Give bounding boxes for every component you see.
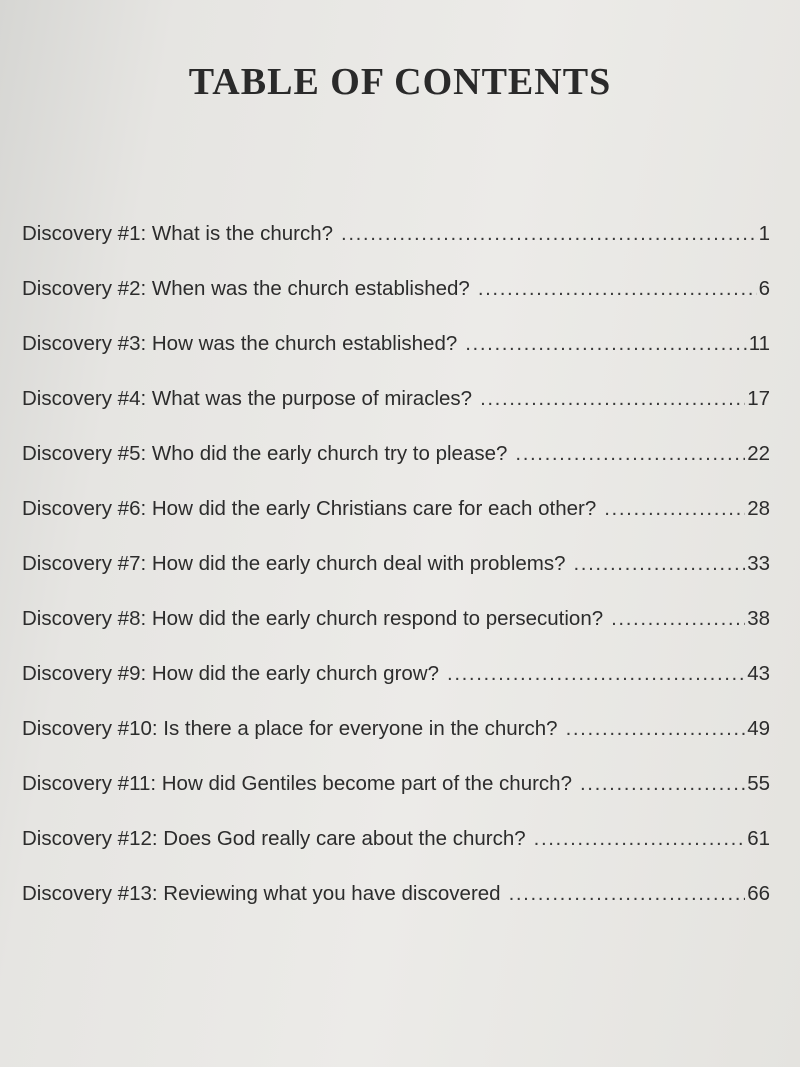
dot-leader — [341, 222, 757, 246]
dot-leader — [566, 717, 746, 741]
toc-entry-page: 17 — [747, 387, 770, 410]
toc-entry-13 — [22, 882, 770, 937]
toc-entry-label: Discovery #6: How did the early Christians care for each other? — [22, 497, 597, 520]
toc-entry-8 — [22, 607, 770, 662]
toc-entry-label: Discovery #1: What is the church? — [22, 222, 334, 245]
dot-leader — [534, 827, 746, 851]
toc-entry-label: Discovery #13: Reviewing what you have discovered — [22, 882, 501, 905]
toc-entry-page: 28 — [747, 497, 770, 520]
dot-leader — [509, 882, 746, 906]
dot-leader — [447, 662, 745, 686]
dot-leader — [580, 772, 745, 796]
toc-entry-label: Discovery #9: How did the early church grow? — [22, 662, 440, 685]
toc-entry-9 — [22, 662, 770, 717]
dot-leader — [574, 552, 746, 576]
table-of-contents — [22, 222, 770, 937]
toc-entry-page: 11 — [748, 332, 770, 355]
dot-leader — [611, 607, 745, 631]
toc-entry-label: Discovery #5: Who did the early church try to please? — [22, 442, 508, 465]
dot-leader — [480, 387, 745, 411]
toc-entry-11 — [22, 772, 770, 827]
toc-entry-label: Discovery #2: When was the church established? — [22, 277, 470, 300]
toc-entry-page: 55 — [747, 772, 770, 795]
dot-leader — [515, 442, 745, 466]
toc-entry-label: Discovery #8: How did the early church respond to persecution? — [22, 607, 604, 630]
dot-leader — [478, 277, 757, 301]
toc-entry-page: 61 — [747, 827, 770, 850]
page-title: TABLE OF CONTENTS — [188, 61, 612, 103]
toc-entry-page: 6 — [758, 277, 770, 300]
toc-entry-12 — [22, 827, 770, 882]
toc-entry-page: 33 — [747, 552, 770, 575]
toc-entry-label: Discovery #12: Does God really care about the church? — [22, 827, 526, 850]
toc-entry-3 — [22, 332, 770, 387]
toc-entry-page: 66 — [747, 882, 770, 905]
toc-entry-7 — [22, 552, 770, 607]
toc-entry-label: Discovery #4: What was the purpose of miracles? — [22, 387, 473, 410]
toc-entry-page: 43 — [747, 662, 770, 685]
toc-entry-5 — [22, 442, 770, 497]
toc-entry-label: Discovery #3: How was the church established? — [22, 332, 458, 355]
toc-entry-10 — [22, 717, 770, 772]
toc-entry-6 — [22, 497, 770, 552]
toc-entry-4 — [22, 387, 770, 442]
toc-entry-page: 38 — [747, 607, 770, 630]
toc-entry-page: 49 — [747, 717, 770, 740]
toc-entry-label: Discovery #7: How did the early church deal with problems? — [22, 552, 566, 575]
toc-entry-1 — [22, 222, 770, 277]
dot-leader — [604, 497, 745, 521]
toc-entry-page: 22 — [747, 442, 770, 465]
dot-leader — [465, 332, 746, 356]
toc-entry-2 — [22, 277, 770, 332]
toc-entry-label: Discovery #11: How did Gentiles become part of the church? — [22, 772, 572, 795]
toc-entry-page: 1 — [758, 222, 770, 245]
toc-entry-label: Discovery #10: Is there a place for everyone in the church? — [22, 717, 558, 740]
